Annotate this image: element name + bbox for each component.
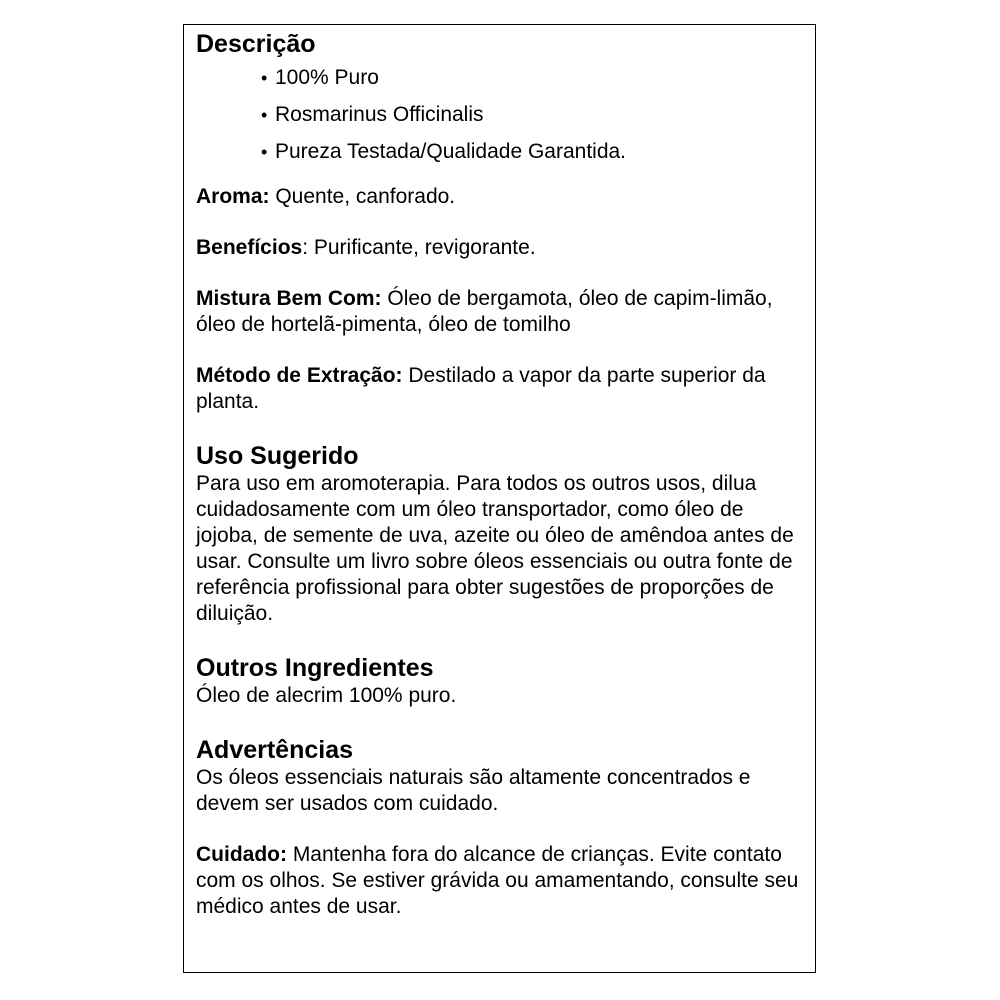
advertencias-text: Os óleos essenciais naturais são altamente concentrados e devem ser usados com cuidado. — [196, 766, 751, 815]
metodo-label: Método de Extração: — [196, 364, 403, 387]
advertencias-heading: Advertências — [196, 736, 354, 764]
list-item-text: Pureza Testada/Qualidade Garantida. — [275, 140, 627, 163]
descricao-list — [196, 65, 811, 176]
cuidado-paragraph — [196, 842, 811, 920]
mistura-paragraph — [196, 286, 811, 338]
ingredientes-heading: Outros Ingredientes — [196, 654, 434, 682]
bullet-icon: • — [261, 142, 268, 162]
aroma-label: Aroma: — [196, 185, 270, 208]
mistura-label: Mistura Bem Com: — [196, 287, 382, 310]
list-item — [261, 139, 811, 176]
cuidado-text: Mantenha fora do alcance de crianças. Evite contato com os olhos. Se estiver grávida ou amamentando, consulte seu médico antes de usar. — [196, 843, 799, 918]
list-item-text: Rosmarinus Officinalis — [275, 103, 484, 126]
aroma-text: Quente, canforado. — [269, 185, 456, 208]
panel-content — [196, 29, 811, 920]
bullet-icon: • — [261, 105, 268, 125]
product-info-panel — [183, 24, 816, 973]
metodo-text: Destilado a vapor da parte superior da planta. — [196, 364, 766, 413]
cuidado-label: Cuidado: — [196, 843, 287, 866]
list-item — [261, 65, 811, 102]
beneficios-text: : Purificante, revigorante. — [302, 236, 536, 259]
ingredientes-text: Óleo de alecrim 100% puro. — [196, 684, 457, 707]
list-item — [261, 102, 811, 139]
beneficios-label: Benefícios — [196, 236, 303, 259]
beneficios-paragraph — [196, 235, 811, 261]
uso-text: Para uso em aromoterapia. Para todos os outros usos, dilua cuidadosamente com um óleo transportador, como óleo de jojoba, de semente de uva, azeite ou óleo de amêndoa antes de usar. Consulte um livro sobre óleos essenciais ou outra fonte de referência profissional para obter sugestões de proporções de diluição. — [196, 472, 794, 625]
aroma-paragraph — [196, 184, 811, 210]
descricao-heading: Descrição — [196, 30, 316, 58]
list-item-text: 100% Puro — [275, 66, 379, 89]
mistura-text: Óleo de bergamota, óleo de capim-limão, óleo de hortelã-pimenta, óleo de tomilho — [196, 287, 773, 336]
bullet-icon: • — [261, 68, 268, 88]
uso-heading: Uso Sugerido — [196, 442, 359, 470]
metodo-paragraph — [196, 363, 811, 415]
